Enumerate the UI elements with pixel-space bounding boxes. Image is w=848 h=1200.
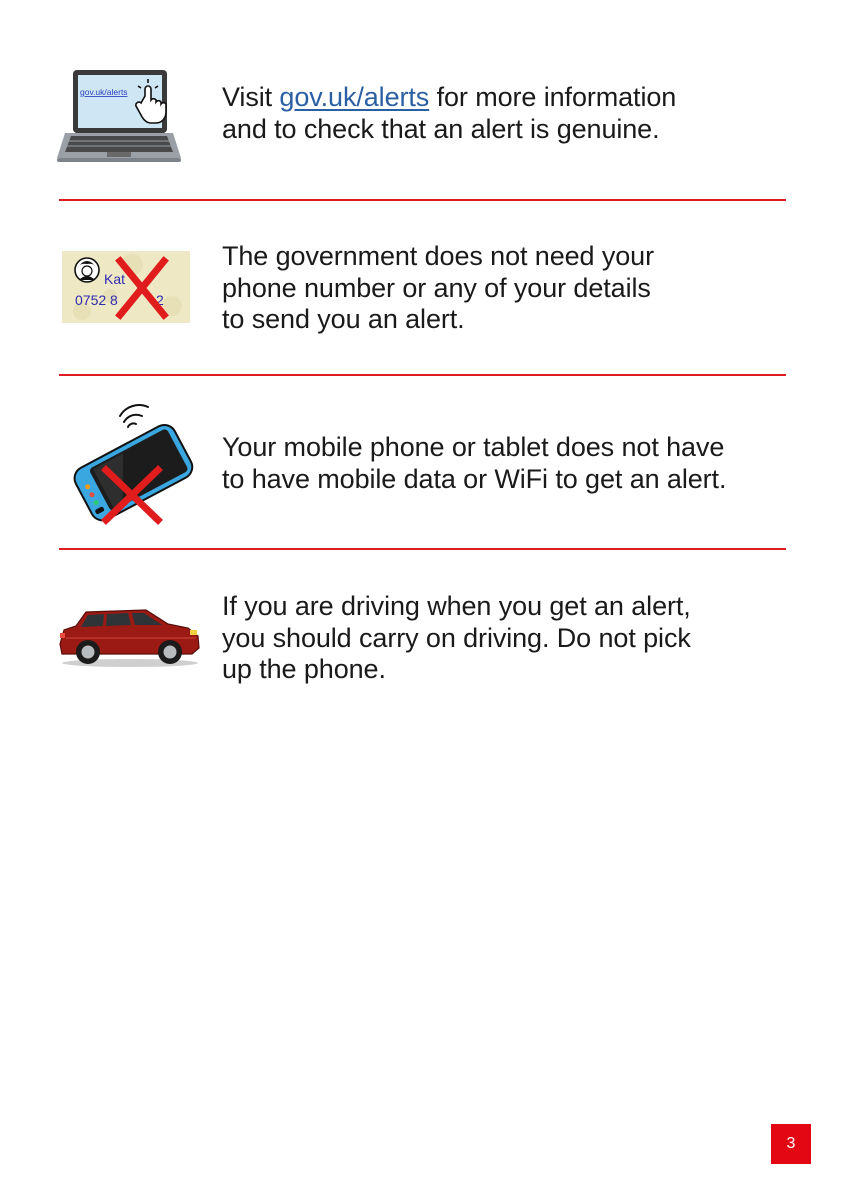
divider — [59, 199, 786, 201]
svg-text:Kat: Kat — [104, 271, 126, 287]
divider — [59, 374, 786, 376]
svg-text:2: 2 — [156, 292, 164, 308]
item-text: Visit gov.uk/alerts for more information and to check that an alert is genuine. — [222, 82, 677, 144]
svg-text:0752 8: 0752 8 — [75, 292, 118, 308]
page-number: 3 — [771, 1124, 811, 1164]
laptop-icon — [55, 66, 183, 164]
phone-no-wifi-icon — [70, 404, 194, 526]
car-icon — [56, 608, 202, 668]
item-text: If you are driving when you get an alert, you should carry on driving. Do not pick up the phone. — [222, 591, 691, 684]
contact-card-crossed-icon — [62, 251, 192, 325]
item-text: The government does not need your phone number or any of your details to send you an alert. — [222, 241, 654, 334]
divider — [59, 548, 786, 550]
item-text: Your mobile phone or tablet does not have to have mobile data or WiFi to get an alert. — [222, 432, 727, 494]
svg-text:gov.uk/alerts: gov.uk/alerts — [80, 87, 128, 97]
alerts-link[interactable]: gov.uk/alerts — [279, 82, 430, 112]
